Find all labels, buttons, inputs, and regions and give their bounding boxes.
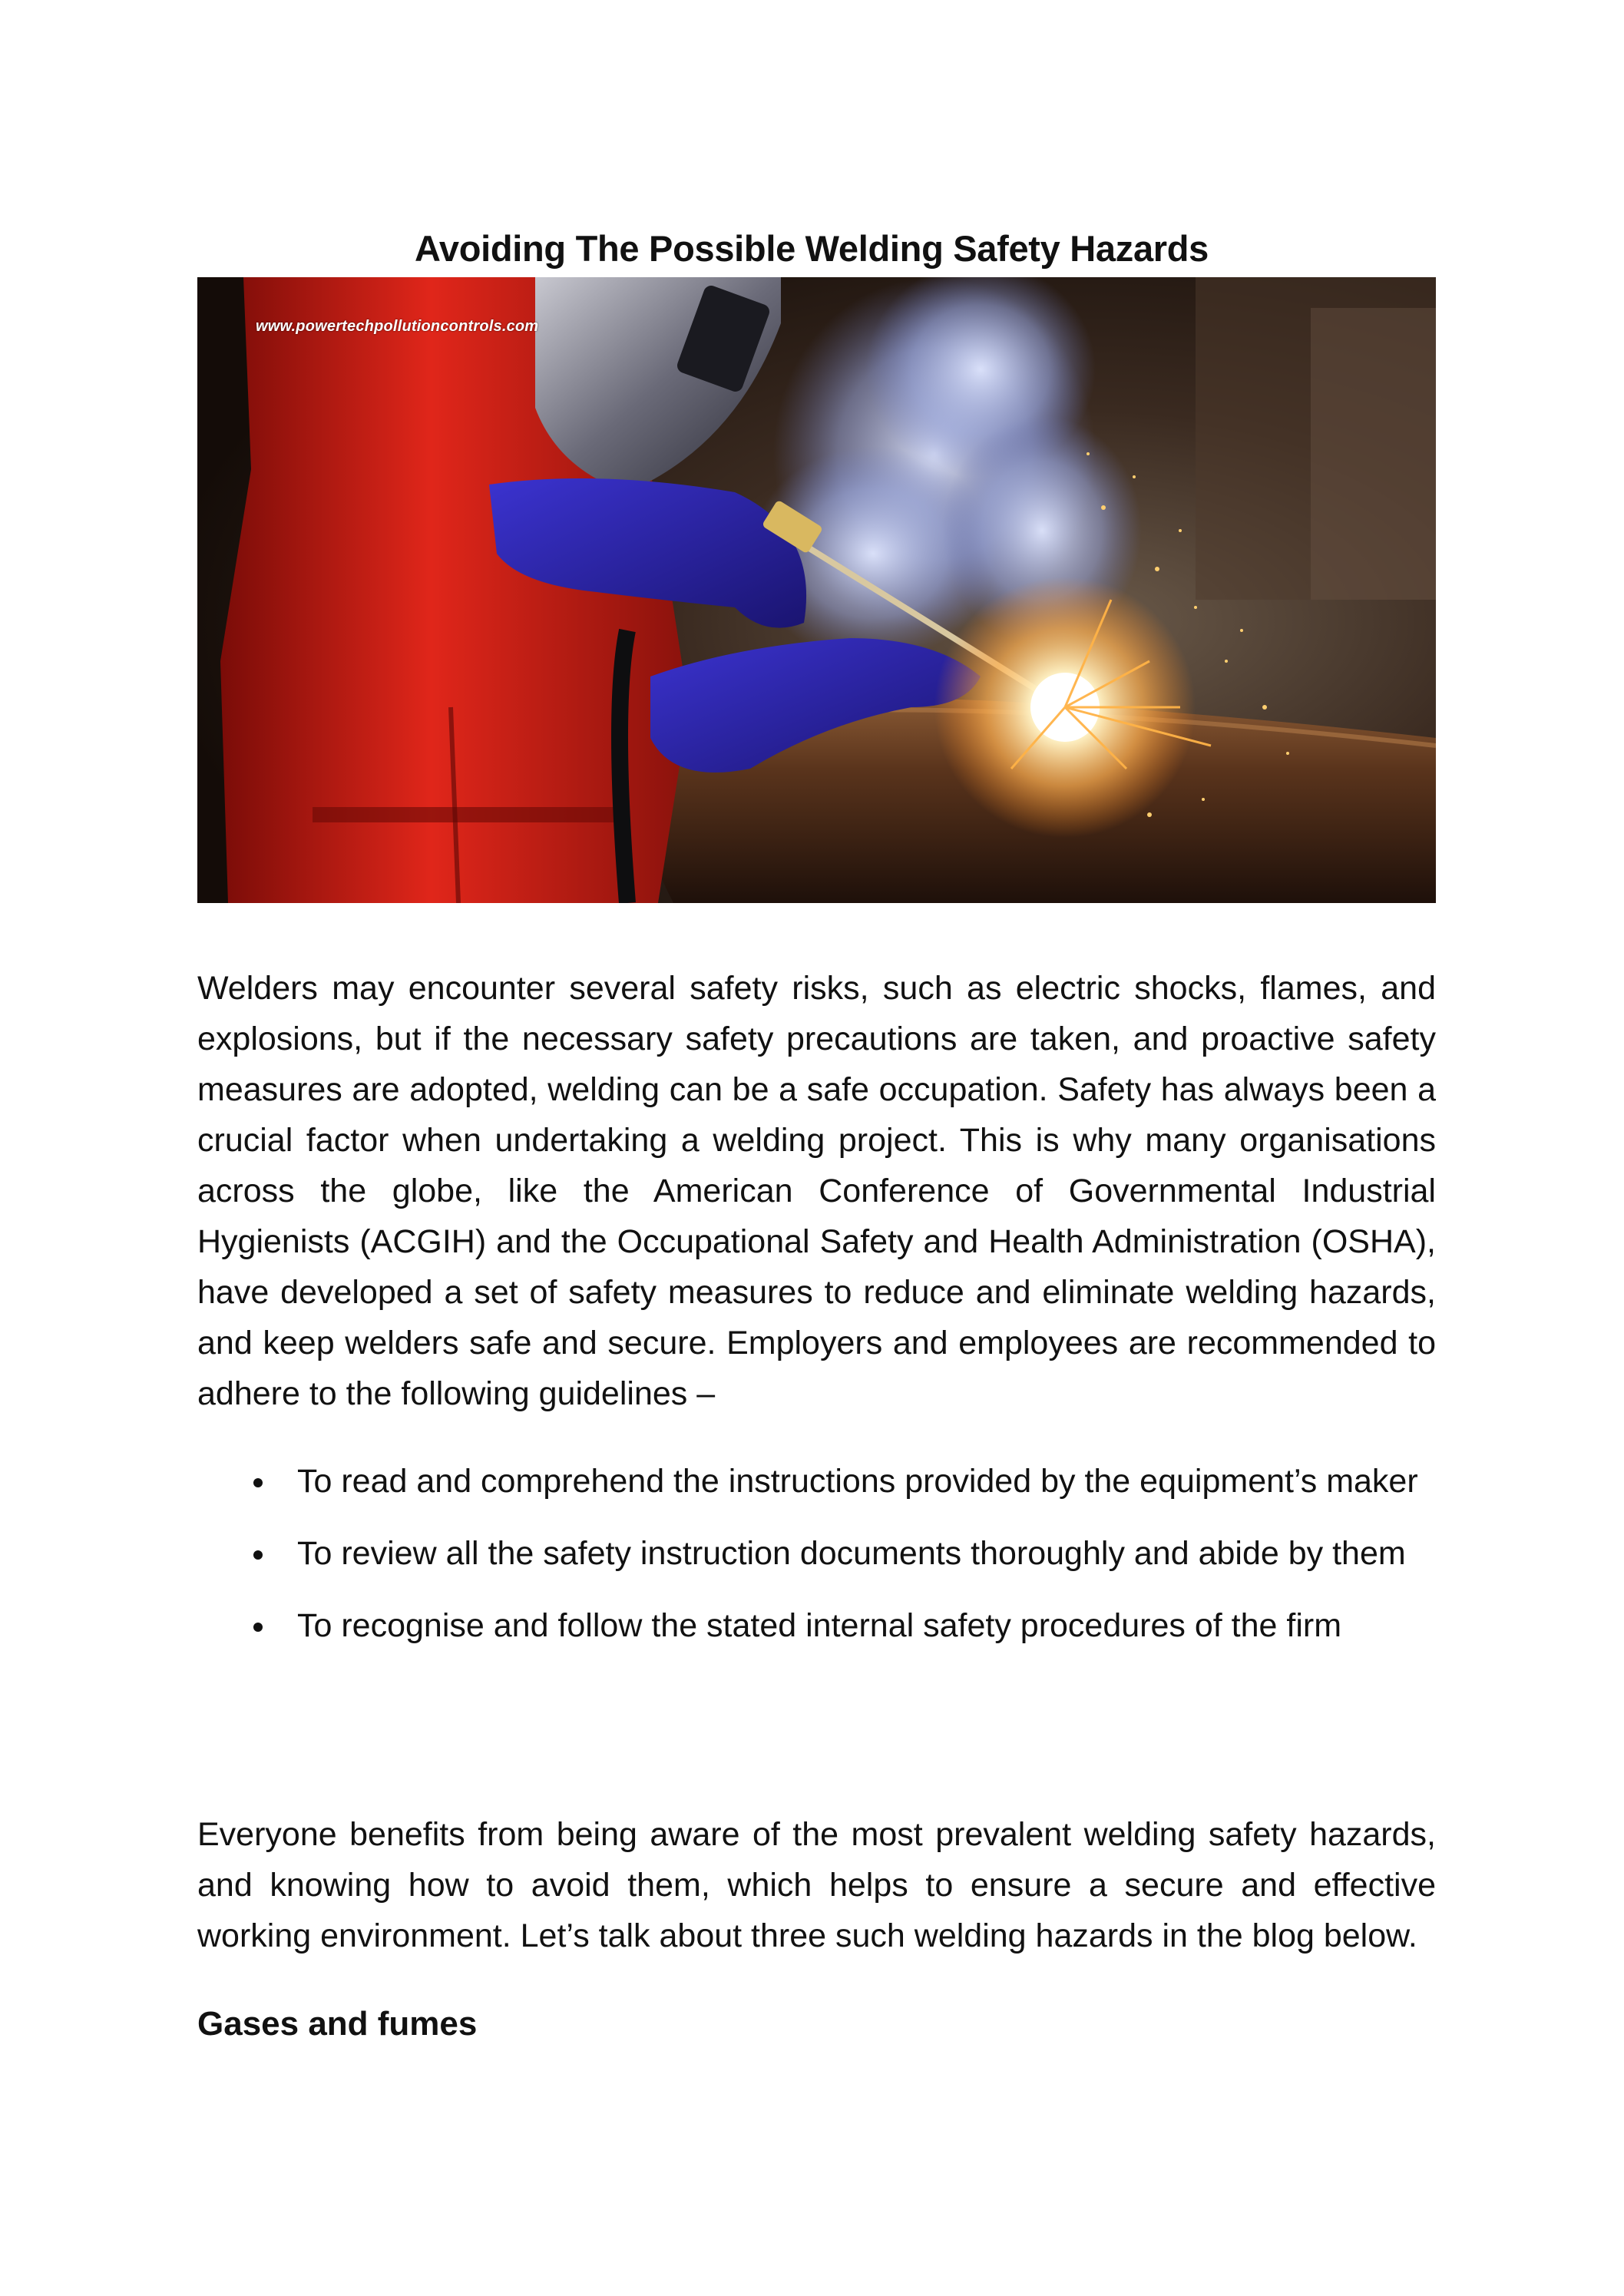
guideline-item (197, 1528, 1436, 1579)
intro-paragraph: Welders may encounter several safety risks, such as electric shocks, flames, and explosions, but if the necessary safety precautions are taken, and proactive safety measures are adopted, welding can be a safe occupation. Safety has always been a crucial factor when undertaking a welding project. This is why many organisations across the globe, like the American Conference of Governmental Industrial Hygienists (ACGIH) and the Occupational Safety and Health Administration (OSHA), have developed a set of safety measures to reduce and eliminate welding hazards, and keep welders safe and secure. Employers and employees are recommended to adhere to the following guidelines – (197, 970, 1436, 1412)
bullet-icon (253, 1623, 263, 1632)
guideline-text: To review all the safety instruction documents thoroughly and abide by them (297, 1535, 1406, 1572)
guideline-text: To read and comprehend the instructions provided by the equipment’s maker (297, 1463, 1418, 1500)
welding-photo (197, 277, 1436, 903)
bullet-icon (253, 1478, 263, 1487)
guideline-item (197, 1456, 1436, 1507)
guideline-item (197, 1600, 1436, 1651)
photo-watermark: www.powertechpollutioncontrols.com (256, 318, 539, 335)
bullet-icon (253, 1550, 263, 1560)
document-title: Avoiding The Possible Welding Safety Hazards (414, 228, 1209, 270)
guideline-text: To recognise and follow the stated internal safety procedures of the firm (297, 1607, 1342, 1644)
guidelines-list (197, 1456, 1436, 1672)
closing-paragraph: Everyone benefits from being aware of the most prevalent welding safety hazards, and knowing how to avoid them, which helps to ensure a secure and effective working environment. Let’s talk about three such welding hazards in the blog below. (197, 1816, 1436, 1954)
section-heading: Gases and fumes (197, 2005, 478, 2043)
